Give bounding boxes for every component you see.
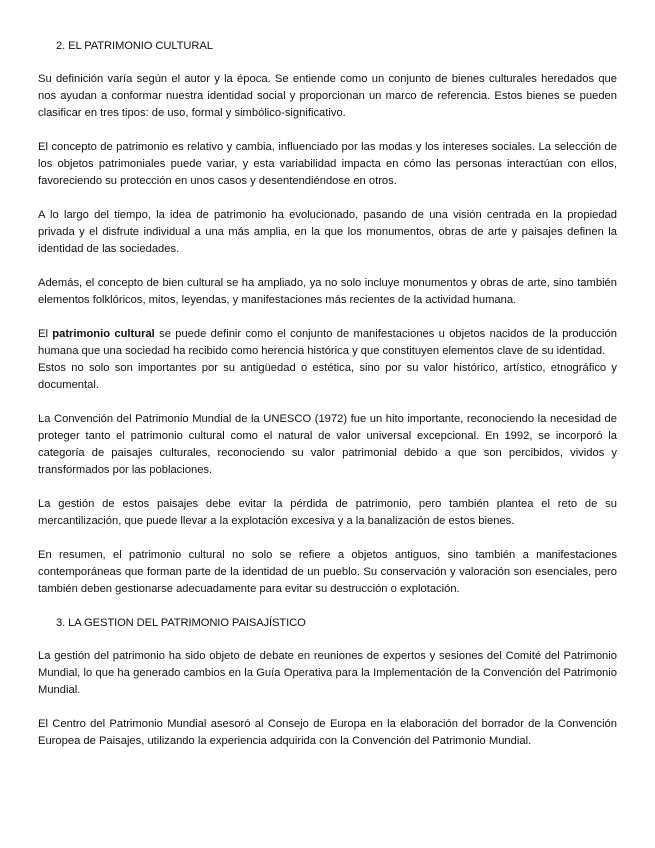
- patrimonio-cultural-term: patrimonio cultural: [52, 328, 155, 340]
- paragraph-concepto-relativo: El concepto de patrimonio es relativo y cambia, influenciado por las modas y los intereses sociales. La selección de los objetos patrimoniales puede variar, y esta variabilidad impacta en cómo las personas interactúan con ellos, favoreciendo su protección en unos casos y desentendiéndose en otros.: [38, 141, 617, 187]
- paragraph-resumen: En resumen, el patrimonio cultural no solo se refiere a objetos antiguos, sino también a manifestaciones contemporáneas que forman parte de la identidad de un pueblo. Su conservación y valoración son esenciales, pero también deben gestionarse adecuadamente para evitar su destrucción o explotación.: [38, 549, 617, 595]
- paragraph-definicion-pre: El: [38, 328, 53, 340]
- paragraph-bien-cultural: Además, el concepto de bien cultural se ha ampliado, ya no solo incluye monumentos y obras de arte, sino también elementos folklóricos, mitos, leyendas, y manifestaciones más recientes de la actividad humana.: [38, 277, 617, 306]
- paragraph-definicion-post: se puede definir como el conjunto de manifestaciones u objetos nacidos de la producción humana que una sociedad ha recibido como herencia histórica y que constituyen elementos clave de su identidad.: [38, 328, 617, 357]
- paragraph-centro-patrimonio: El Centro del Patrimonio Mundial asesoró al Consejo de Europa en la elaboración del borrador de la Convención Europea de Paisajes, utilizando la experiencia adquirida con la Convención del Patrimonio Mundial.: [38, 718, 617, 747]
- section-heading-patrimonio-cultural: 2. EL PATRIMONIO CULTURAL: [56, 40, 213, 52]
- paragraph-gestion-debate: La gestión del patrimonio ha sido objeto de debate en reuniones de expertos y sesiones del Comité del Patrimonio Mundial, lo que ha generado cambios en la Guía Operativa para la Implementación de la Convención del Patrimonio Mundial.: [38, 650, 617, 696]
- paragraph-definicion: Su definición varía según el autor y la época. Se entiende como un conjunto de bienes culturales heredados que nos ayudan a conformar nuestra identidad social y proporcionan un marco de referencia. Estos bienes se pueden clasificar en tres tipos: de uso, formal y simbólico-significativo.: [38, 73, 617, 119]
- paragraph-definicion-patrimonio-cultural: [38, 326, 617, 360]
- paragraph-evolucion: A lo largo del tiempo, la idea de patrimonio ha evolucionado, pasando de una visión centrada en la propiedad privada y el disfrute individual a una más amplia, en la que los monumentos, obras de arte y paisajes definen la identidad de las sociedades.: [38, 209, 617, 255]
- paragraph-importancia: Estos no solo son importantes por su antigüedad o estética, sino por su valor histórico, artístico, etnográfico y documental.: [38, 362, 617, 391]
- section-heading-gestion-patrimonio: 3. LA GESTION DEL PATRIMONIO PAISAJÍSTICO: [56, 617, 306, 629]
- paragraph-gestion-paisajes: La gestión de estos paisajes debe evitar la pérdida de patrimonio, pero también plantea el reto de su mercantilización, que puede llevar a la explotación excesiva y a la banalización de estos bienes.: [38, 498, 617, 527]
- paragraph-unesco: La Convención del Patrimonio Mundial de la UNESCO (1972) fue un hito importante, reconociendo la necesidad de proteger tanto el patrimonio cultural como el natural de valor universal excepcional. En 1992, se incorporó la categoría de paisajes culturales, reconociendo su valor patrimonial debido a que son percibidos, vividos y transformados por las poblaciones.: [38, 413, 617, 476]
